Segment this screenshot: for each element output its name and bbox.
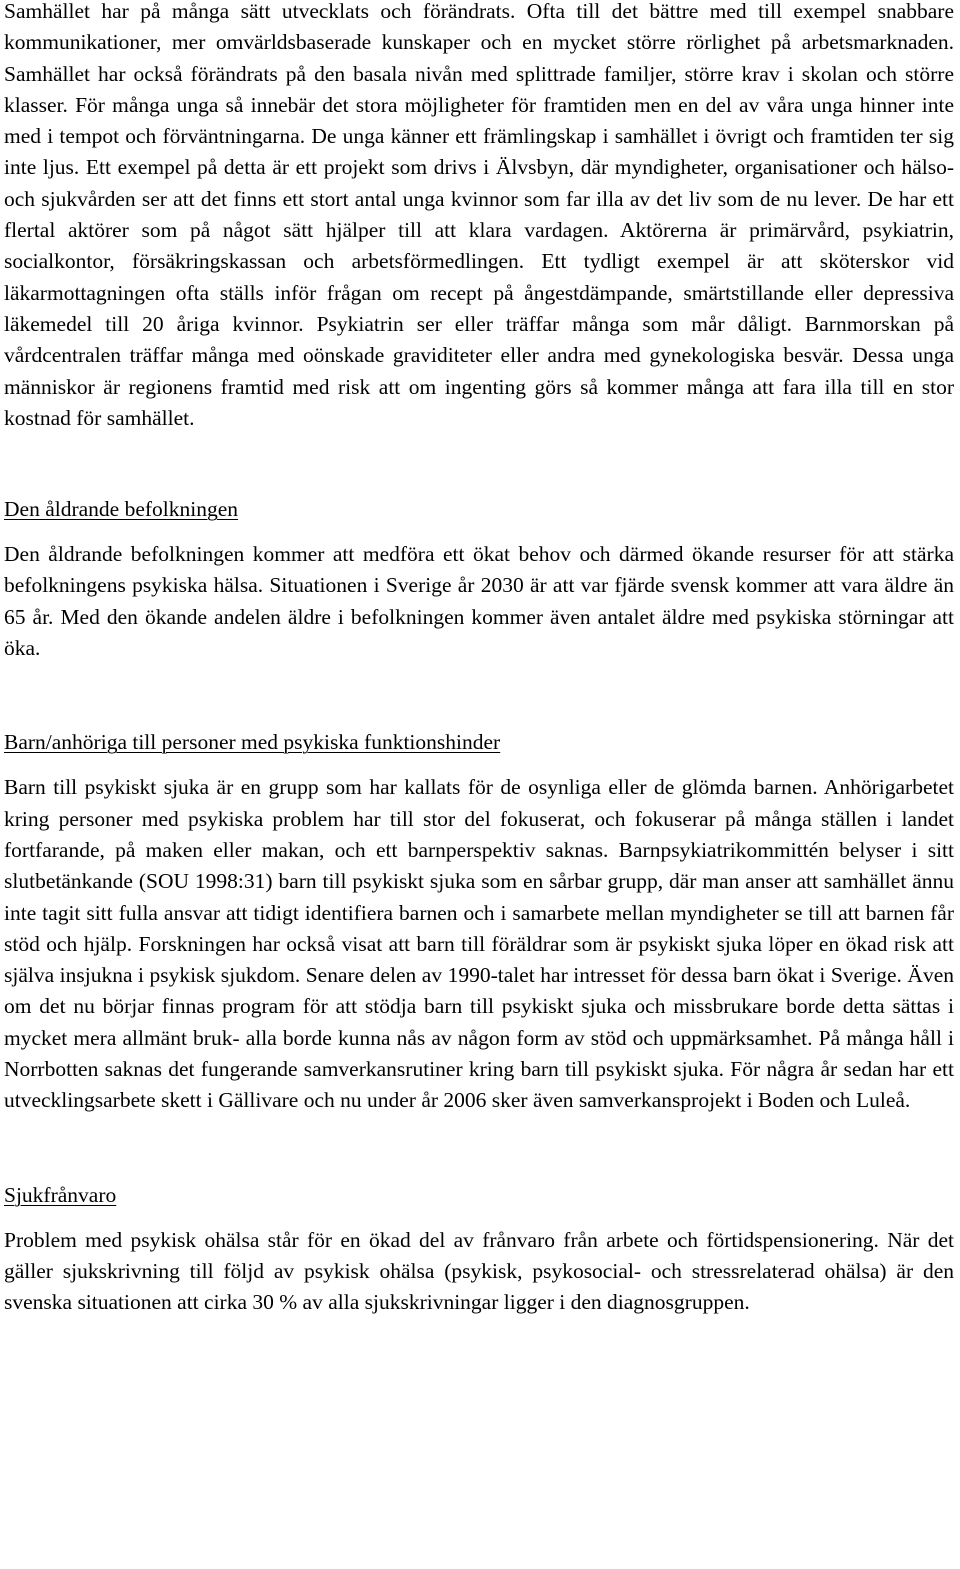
section-body-sjukfranvaro: Problem med psykisk ohälsa står för en ökad del av frånvaro från arbete och förtidspensionering. När det gäller sjukskrivning till följd av psykisk ohälsa (psykisk, psykosocial- och stressrelaterad ohälsa) är den svenska situationen att cirka 30 % av alla sjukskrivningar ligger i den diagnosgruppen. (4, 1227, 954, 1315)
intro-paragraph: Samhället har på många sätt utvecklats och förändrats. Ofta till det bättre med till exempel snabbare kommunikationer, mer omvärldsbaserade kunskaper och en mycket större rörlighet på arbetsmarknaden. Samhället har också förändrats på den basala nivån med splittrade familjer, större krav i skolan och större klasser. För många unga så innebär det stora möjligheter för framtiden men en del av våra unga hinner inte med i tempot och förväntningarna. De unga känner ett främlingskap i samhället i övrigt och framtiden ter sig inte ljus. Ett exempel på detta är ett projekt som drivs i Älvsbyn, där myndigheter, organisationer och hälso- och sjukvården ser att det finns ett stort antal unga kvinnor som far illa av det liv som de nu lever. De har ett flertal aktörer som på något sätt hjälper till att klara vardagen. Aktörerna är primärvård, psykiatrin, socialkontor, försäkringskassan och arbetsförmedlingen. Ett tydligt exempel är att sköterskor vid läkarmottagningen ofta ställs inför frågan om recept på ångestdämpande, smärtstillande eller depressiva läkemedel till 20 åriga kvinnor. Psykiatrin ser eller träffar många som mår dåligt. Barnmorskan på vårdcentralen träffar många med oönskade graviditeter eller andra med gynekologiska besvär. Dessa unga människor är regionens framtid med risk att om ingenting görs så kommer många att fara illa till en stor kostnad för samhället. (4, 0, 954, 430)
section-heading-aldrande-befolkningen: Den åldrande befolkningen (4, 497, 239, 522)
section-body-aldrande-befolkningen: Den åldrande befolkningen kommer att medföra ett ökat behov och därmed ökande resurser för att stärka befolkningens psykiska hälsa. Situationen i Sverige år 2030 är att var fjärde svensk kommer att vara äldre än 65 år. Med den ökande andelen äldre i befolkningen kommer även antalet äldre med psykiska störningar att öka. (4, 542, 954, 661)
section-body-barn-anhoriga: Barn till psykiskt sjuka är en grupp som har kallats för de osynliga eller de glömda barnen. Anhörigarbetet kring personer med psykiska problem har till stor del fokuserat, och fokuserar på många ställen i landet fortfarande, på maken eller makan, och ett barnperspektiv saknas. Barnpsykiatrikommittén belyser i sitt slutbetänkande (SOU 1998:31) barn till psykiskt sjuka som en sårbar grupp, där man anser att samhället ännu inte tagit sitt fulla ansvar att tidigt identifiera barnen och i samarbete mellan myndigheter se till att barnen får stöd och hjälp. Forskningen har också visat att barn till föräldrar som är psykiskt sjuka löper en ökad risk att själva insjukna i psykisk sjukdom. Senare delen av 1990-talet har intresset för dessa barn ökat i Sverige. Även om det nu börjar finnas program för att stödja barn till psykiskt sjuka och missbrukare borde detta sättas i mycket mera allmänt bruk- alla borde kunna nås av någon form av stöd och uppmärksamhet. På många håll i Norrbotten saknas det fungerande samverkansrutiner kring barn till psykiskt sjuka. För några år sedan har ett utvecklingsarbete skett i Gällivare och nu under år 2006 sker även samverkansprojekt i Boden och Luleå. (4, 775, 954, 1113)
section-heading-barn-anhoriga: Barn/anhöriga till personer med psykiska funktionshinder (4, 730, 501, 755)
section-heading-sjukfranvaro: Sjukfrånvaro (4, 1182, 117, 1207)
